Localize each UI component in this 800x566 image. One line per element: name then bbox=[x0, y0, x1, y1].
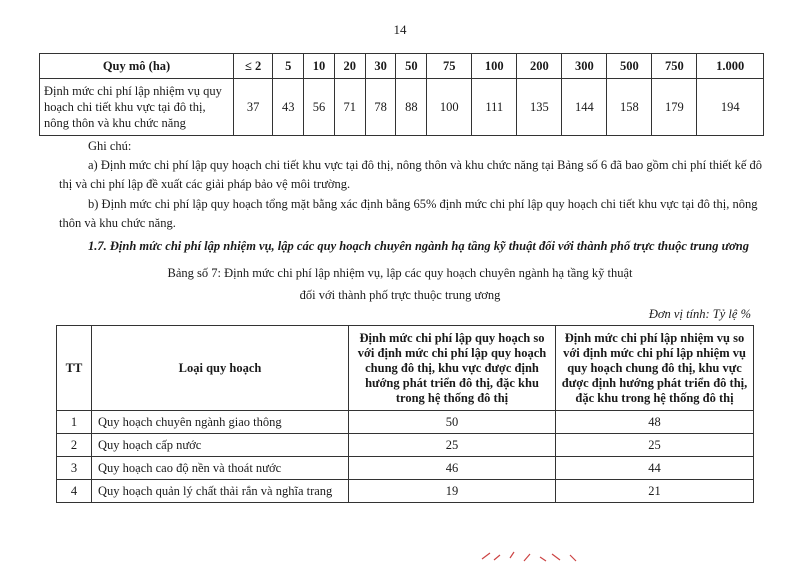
task-cost-cell: 44 bbox=[556, 457, 754, 480]
table-header-row bbox=[57, 326, 754, 411]
value-cell: 144 bbox=[562, 79, 607, 136]
value-cell: 43 bbox=[273, 79, 304, 136]
table-row bbox=[57, 457, 754, 480]
table-row bbox=[57, 411, 754, 434]
tt-cell: 2 bbox=[57, 434, 92, 457]
planning-cost-cell: 25 bbox=[349, 434, 556, 457]
scale-cell: 5 bbox=[273, 54, 304, 79]
note-a: a) Định mức chi phí lập quy hoạch chi tiết khu vực tại đô thị, nông thôn và khu chức năng tại Bảng số 6 đã bao gồm chi phí thiết kế đô thị và chi phí lập đề xuất các giải pháp bảo vệ môi trường. bbox=[59, 158, 763, 191]
type-cell: Quy hoạch chuyên ngành giao thông bbox=[92, 411, 349, 434]
value-cell: 135 bbox=[517, 79, 562, 136]
section-heading: 1.7. Định mức chi phí lập nhiệm vụ, lập các quy hoạch chuyên ngành hạ tầng kỹ thuật đối với thành phố trực thuộc trung ương bbox=[88, 239, 750, 253]
value-cell: 158 bbox=[607, 79, 652, 136]
value-cell: 111 bbox=[472, 79, 517, 136]
scale-cell: 300 bbox=[562, 54, 607, 79]
table-row bbox=[40, 79, 764, 136]
scale-cell: 1.000 bbox=[697, 54, 764, 79]
scale-cell: 750 bbox=[652, 54, 697, 79]
scale-cell: 20 bbox=[334, 54, 365, 79]
notes-label: Ghi chú: bbox=[88, 139, 132, 153]
note-b: b) Định mức chi phí lập quy hoạch tổng mặt bằng xác định bằng 65% định mức chi phí lập quy hoạch chi tiết khu vực tại đô thị, nông thôn và khu chức năng. bbox=[59, 197, 758, 230]
planning-cost-header: Định mức chi phí lập quy hoạch so với định mức chi phí lập quy hoạch chung đô thị, khu vực được định hướng phát triển đô thị, đặc khu trong hệ thống đô thị bbox=[349, 326, 556, 411]
task-cost-cell: 25 bbox=[556, 434, 754, 457]
tt-cell: 3 bbox=[57, 457, 92, 480]
row-label: Định mức chi phí lập nhiệm vụ quy hoạch chi tiết khu vực tại đô thị, nông thôn và khu chức năng bbox=[40, 79, 234, 136]
type-cell: Quy hoạch quản lý chất thải rắn và nghĩa trang bbox=[92, 480, 349, 503]
planning-cost-cell: 19 bbox=[349, 480, 556, 503]
value-cell: 78 bbox=[365, 79, 396, 136]
table-caption-line2: đối với thành phố trực thuộc trung ương bbox=[299, 288, 501, 302]
cost-scale-table bbox=[39, 53, 764, 136]
scale-cell: 30 bbox=[365, 54, 396, 79]
tt-header: TT bbox=[57, 326, 92, 411]
type-cell: Quy hoạch cấp nước bbox=[92, 434, 349, 457]
tt-cell: 1 bbox=[57, 411, 92, 434]
type-cell: Quy hoạch cao độ nền và thoát nước bbox=[92, 457, 349, 480]
tt-cell: 4 bbox=[57, 480, 92, 503]
table-row bbox=[57, 434, 754, 457]
value-cell: 179 bbox=[652, 79, 697, 136]
table-caption-line1: Bảng số 7: Định mức chi phí lập nhiệm vụ, lập các quy hoạch chuyên ngành hạ tầng kỹ thuật bbox=[167, 266, 633, 280]
red-stamp-mark bbox=[480, 549, 590, 563]
unit-note: Đơn vị tính: Tỷ lệ % bbox=[648, 307, 751, 321]
value-cell: 37 bbox=[234, 79, 273, 136]
value-cell: 100 bbox=[427, 79, 472, 136]
table-header-row bbox=[40, 54, 764, 79]
scale-cell: 100 bbox=[472, 54, 517, 79]
value-cell: 56 bbox=[304, 79, 335, 136]
planning-cost-cell: 50 bbox=[349, 411, 556, 434]
table-row bbox=[57, 480, 754, 503]
scale-header-label: Quy mô (ha) bbox=[40, 54, 234, 79]
planning-cost-cell: 46 bbox=[349, 457, 556, 480]
value-cell: 88 bbox=[396, 79, 427, 136]
value-cell: 71 bbox=[334, 79, 365, 136]
scale-cell: 10 bbox=[304, 54, 335, 79]
page-number: 14 bbox=[393, 22, 407, 37]
task-cost-cell: 48 bbox=[556, 411, 754, 434]
scale-cell: 500 bbox=[607, 54, 652, 79]
type-header: Loại quy hoạch bbox=[92, 326, 349, 411]
task-cost-header: Định mức chi phí lập nhiệm vụ so với định mức chi phí lập nhiệm vụ quy hoạch chung đô thị, khu vực được định hướng phát triển đô thị, đặc khu trong hệ thống đô thị bbox=[556, 326, 754, 411]
infrastructure-cost-table bbox=[56, 325, 754, 503]
scale-cell: 75 bbox=[427, 54, 472, 79]
scale-cell: ≤ 2 bbox=[234, 54, 273, 79]
scale-cell: 200 bbox=[517, 54, 562, 79]
task-cost-cell: 21 bbox=[556, 480, 754, 503]
value-cell: 194 bbox=[697, 79, 764, 136]
scale-cell: 50 bbox=[396, 54, 427, 79]
